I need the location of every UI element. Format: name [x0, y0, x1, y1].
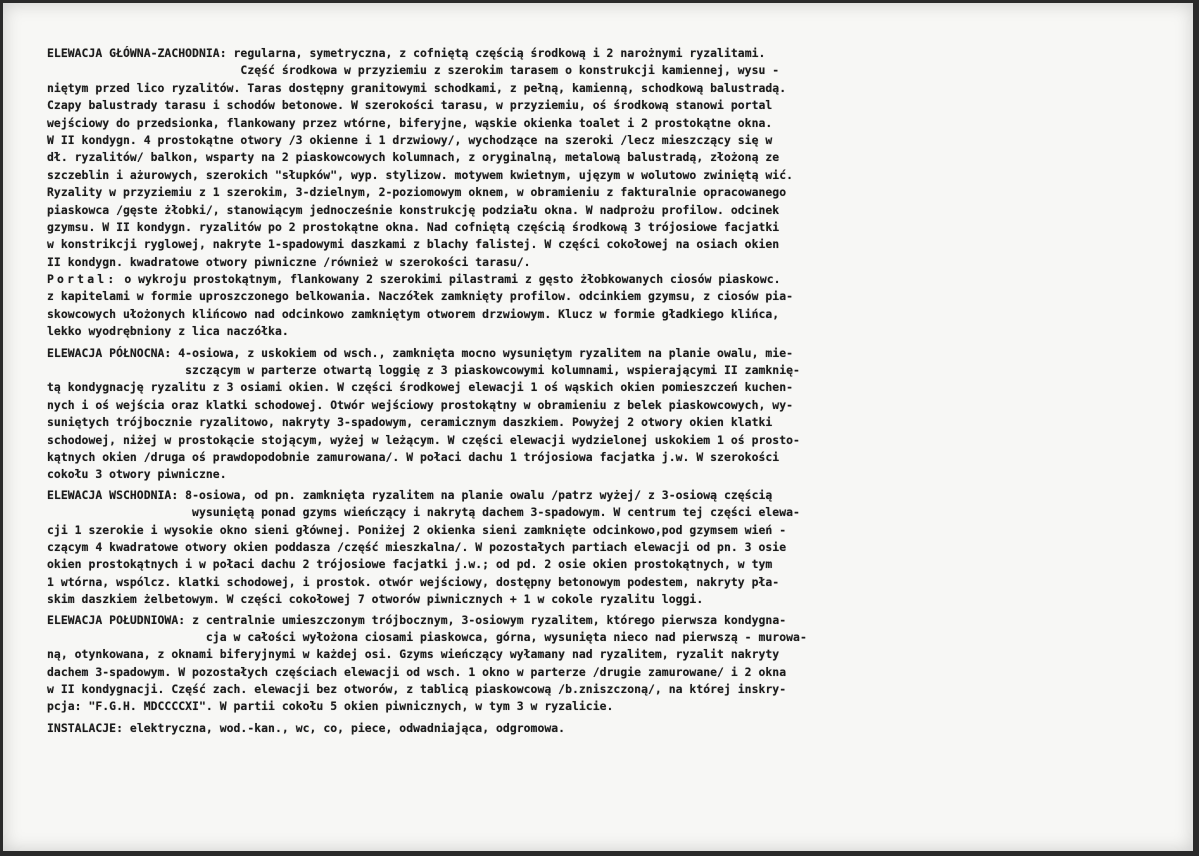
text-line [47, 698, 1157, 715]
line-text: elektryczna, wod.-kan., wc, co, piece, odwadniająca, odgromowa. [123, 720, 566, 735]
text-line [47, 449, 1157, 466]
text-line [47, 379, 1157, 396]
text-line [47, 466, 1157, 483]
text-line [47, 522, 1157, 539]
line-text: Część środkowa w przyziemiu z szerokim tarasem o konstrukcji kamiennej, wysu - [47, 63, 780, 78]
line-text: regularna, symetryczna, z cofniętą częścią środkową i 2 narożnymi ryzalitami. [226, 46, 766, 60]
text-line [47, 115, 1157, 132]
line-text: kątnych okien /druga oś prawdopodobnie zamurowana/. W połaci dachu 1 trójosiowa facjatka j.w. W szerokości [47, 449, 780, 464]
text-line [47, 414, 1157, 431]
text-line [47, 345, 1157, 362]
line-text: skim daszkiem żelbetowym. W części cokołowej 7 otworów piwnicznych + 1 w cokole ryzalitu loggi. [47, 592, 704, 607]
text-line [47, 539, 1157, 556]
text-line [47, 397, 1157, 414]
text-line [47, 80, 1157, 97]
section-east [47, 487, 1157, 609]
text-line [47, 323, 1157, 340]
section-heading: ELEWACJA GŁÓWNA-ZACHODNIA: [47, 46, 227, 60]
line-text: piaskowca /gęste żłobki/, stanowiącym jednocześnie konstrukcję podziału okna. W nadprożu profilow. odcinek [47, 202, 780, 217]
line-text: z kapitelami w formie uproszczonego belkowania. Naczółek zamknięty profilow. odcinkiem gzymsu, z ciosów pia- [47, 289, 794, 304]
line-text: cokołu 3 otwory piwniczne. [47, 467, 227, 482]
line-text: w konstrikcji ryglowej, nakryte 1-spadowymi daszkami z blachy falistej. W części cokołowej na osiach okien [47, 237, 780, 252]
line-text: o wykroju prostokątnym, flankowany 2 szerokimi pilastrami z gęsto żłobkowanych ciosów piaskowc. [117, 272, 781, 287]
text-line [47, 167, 1157, 184]
text-line [47, 720, 1157, 737]
text-line [47, 45, 1157, 62]
line-text: czącym 4 kwadratowe otwory okien poddasza /część mieszkalna/. W pozostałych partiach elewacji od pn. 3 osie [47, 539, 787, 554]
text-line [47, 219, 1157, 236]
line-text: cji 1 szerokie i wysokie okno sieni głównej. Poniżej 2 okienka sieni zamknięte odcinkowo,pod gzymsem wień - [47, 522, 787, 537]
line-text: Czapy balustrady tarasu i schodów betonowe. W szerokości tarasu, w przyziemiu, oś środkową stanowi portal [47, 98, 773, 113]
section-heading: INSTALACJE: [47, 720, 123, 735]
line-text: lekko wyodrębniony z lica naczółka. [47, 324, 289, 339]
line-text: szczącym w parterze otwartą loggię z 3 piaskowcowymi kolumnami, wspierającymi II zamknię- [47, 363, 800, 378]
section-west [47, 45, 1157, 341]
text-line [47, 62, 1157, 79]
text-line [47, 432, 1157, 449]
line-text: II kondygn. kwadratowe otwory piwniczne /również w szerokości tarasu/. [47, 254, 531, 269]
line-text: gzymsu. W II kondygn. ryzalitów po 2 prostokątne okna. Nad cofniętą częścią środkową 3 trójosiowe facjatki [47, 219, 780, 234]
line-text: dł. ryzalitów/ balkon, wsparty na 2 piaskowcowych kolumnach, z oryginalną, metalową balustradą, złożoną ze [47, 150, 780, 165]
text-line [47, 254, 1157, 271]
text-line [47, 681, 1157, 698]
line-text: 4-osiowa, z uskokiem od wsch., zamknięta mocno wysuniętym ryzalitem na planie owalu, mie- [171, 345, 794, 360]
text-line [47, 487, 1157, 504]
line-text: wejściowy do przedsionka, flankowany przez wtórne, biferyjne, wąskie okienka toalet i 2 prostokątne okna. [47, 115, 773, 130]
line-text: 8-osiowa, od pn. zamknięta ryzalitem na planie owalu /patrz wyżej/ z 3-osiową częścią [178, 487, 773, 502]
line-text: cja w całości wyłożona ciosami piaskowca, górna, wysunięta nieco nad pierwszą - murowa- [47, 629, 807, 644]
line-text: dachem 3-spadowym. W pozostałych częściach elewacji od wsch. 1 okno w parterze /drugie zamurowane/ i 2 okna [47, 664, 787, 679]
section-heading: ELEWACJA POŁUDNIOWA: [47, 612, 186, 627]
line-text: schodowej, niżej w prostokącie stojącym, wyżej w leżącym. W części elewacji wydzielonej uskokiem 1 oś prosto- [47, 432, 800, 447]
line-text: nych i oś wejścia oraz klatki schodowej. Otwór wejściowy prostokątny w obramieniu z belek piaskowcowych, wy- [47, 397, 794, 412]
document-text [47, 45, 1157, 737]
text-line [47, 646, 1157, 663]
typewritten-sheet [3, 3, 1193, 851]
text-line [47, 591, 1157, 608]
text-line [47, 202, 1157, 219]
line-text: niętym przed lico ryzalitów. Taras dostępny granitowymi schodkami, z pełną, kamienną, schodkową balustradą. [47, 80, 787, 95]
text-line [47, 132, 1157, 149]
section-heading: Portal: [47, 272, 118, 287]
text-line [47, 306, 1157, 323]
line-text: suniętych trójbocznie ryzalitowo, nakryty 3-spadowym, ceramicznym daszkiem. Powyżej 2 otwory okien klatki [47, 415, 773, 430]
line-text: szczeblin i ażurowych, szerokich "słupków", wyp. stylizow. motywem kwietnym, ujęzym w wolutowo zwiniętą wić. [47, 167, 794, 182]
section-south [47, 612, 1157, 716]
text-line [47, 664, 1157, 681]
line-text: okien prostokątnych i w połaci dachu 2 trójosiowe facjatki j.w.; od pd. 2 osie okien prostokątnych, w tym [47, 557, 773, 572]
text-line [47, 184, 1157, 201]
line-text: pcja: "F.G.H. MDCCCCXI". W partii cokołu 5 okien piwnicznych, w tym 3 w ryzalicie. [47, 699, 614, 714]
line-text: tą kondygnację ryzalitu z 3 osiami okien. W części środkowej elewacji 1 oś wąskich okien pomieszczeń kuchen- [47, 380, 794, 395]
text-line [47, 271, 1157, 288]
line-text: z centralnie umieszczonym trójbocznym, 3-osiowym ryzalitem, którego pierwsza kondygna- [185, 612, 787, 627]
text-line [47, 97, 1157, 114]
text-line [47, 556, 1157, 573]
line-text: wysuniętą ponad gzyms wieńczący i nakrytą dachem 3-spadowym. W centrum tej części elewa- [47, 505, 800, 520]
text-line [47, 149, 1157, 166]
line-text: W II kondygn. 4 prostokątne otwory /3 okienne i 1 drzwiowy/, wychodzące na szeroki /lecz mieszczący się w [47, 132, 773, 147]
text-line [47, 362, 1157, 379]
line-text: ną, otynkowana, z oknami biferyjnymi w każdej osi. Gzyms wieńczący wyłamany nad ryzalitem, ryzalit nakryty [47, 647, 780, 662]
section-heading: ELEWACJA WSCHODNIA: [47, 487, 179, 502]
line-text: 1 wtórna, wspólcz. klatki schodowej, i prostok. otwór wejściowy, dostępny betonowym podestem, nakryty pła- [47, 574, 780, 589]
text-line [47, 504, 1157, 521]
text-line [47, 236, 1157, 253]
line-text: Ryzality w przyziemiu z 1 szerokim, 3-dzielnym, 2-poziomowym oknem, w obramieniu z fakturalnie opracowanego [47, 185, 787, 200]
section-heading: ELEWACJA PÓŁNOCNA: [47, 345, 172, 360]
text-line [47, 288, 1157, 305]
line-text: skowcowych ułożonych klińcowo nad odcinkowo zamkniętym otworem drzwiowym. Klucz w formie gładkiego klińca, [47, 306, 780, 321]
text-line [47, 629, 1157, 646]
text-line [47, 574, 1157, 591]
section-installations [47, 720, 1157, 737]
section-north [47, 345, 1157, 484]
line-text: w II kondygnacji. Część zach. elewacji bez otworów, z tablicą piaskowcową /b.zniszczoną/, na której inskry- [47, 682, 787, 697]
text-line [47, 612, 1157, 629]
